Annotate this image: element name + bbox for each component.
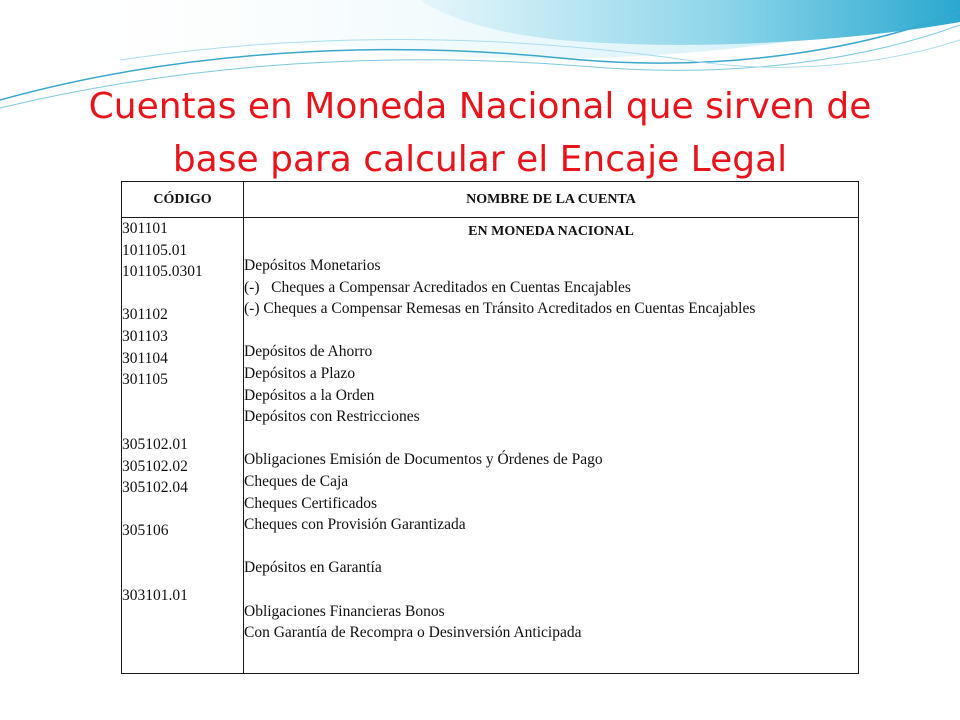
- account-name-cell: (-) Cheques a Compensar Acreditados en Cuentas Encajables: [244, 278, 631, 296]
- account-name-cell: Depósitos con Restricciones: [244, 408, 420, 426]
- slide-title-line-1: Cuentas en Moneda Nacional que sirven de: [88, 86, 872, 127]
- account-name-cell: (-) Cheques a Compensar Remesas en Tránsito Acreditados en Cuentas Encajables: [244, 300, 756, 318]
- account-name-cell: Depósitos en Garantía: [244, 559, 382, 577]
- code-cell: 101105.0301: [122, 263, 203, 281]
- section-heading: EN MONEDA NACIONAL: [468, 224, 634, 239]
- code-cell: 301105: [122, 371, 168, 389]
- code-cell: 305102.01: [122, 435, 188, 453]
- account-name-cell: Depósitos Monetarios: [244, 257, 381, 274]
- table-header-row: [122, 182, 859, 218]
- header-account-name: NOMBRE DE LA CUENTA: [244, 182, 859, 218]
- account-group-heading: Obligaciones Emisión de Documentos y Órdenes de Pago: [244, 451, 603, 469]
- account-name-cell: Con Garantía de Recompra o Desinversión Anticipada: [244, 624, 582, 642]
- code-cell: 101105.01: [122, 241, 188, 259]
- account-name-cell: Depósitos de Ahorro: [244, 343, 373, 361]
- accounts-table: [121, 181, 859, 674]
- account-name-cell: Cheques con Provisión Garantizada: [244, 516, 466, 534]
- account-name-column: [244, 218, 859, 674]
- code-cell: 303101.01: [122, 587, 188, 605]
- code-cell: 305102.02: [122, 457, 188, 475]
- code-cell: 301103: [122, 327, 168, 345]
- slide-title-line-2: base para calcular el Encaje Legal: [172, 139, 788, 180]
- account-name-cell: Cheques Certificados: [244, 494, 378, 512]
- slide-title: [20, 80, 940, 186]
- code-column: [122, 218, 244, 674]
- account-name-cell: Cheques de Caja: [244, 472, 349, 490]
- account-group-heading: Obligaciones Financieras Bonos: [244, 602, 445, 620]
- code-cell: 301101: [122, 220, 168, 237]
- code-cell: 305102.04: [122, 479, 188, 497]
- table-body-row: [122, 218, 859, 674]
- code-cell: 301102: [122, 306, 168, 324]
- account-name-cell: Depósitos a Plazo: [244, 364, 356, 382]
- account-name-cell: Depósitos a la Orden: [244, 386, 375, 404]
- header-code: CÓDIGO: [122, 182, 244, 218]
- code-cell: 305106: [122, 522, 169, 540]
- code-cell: 301104: [122, 349, 168, 367]
